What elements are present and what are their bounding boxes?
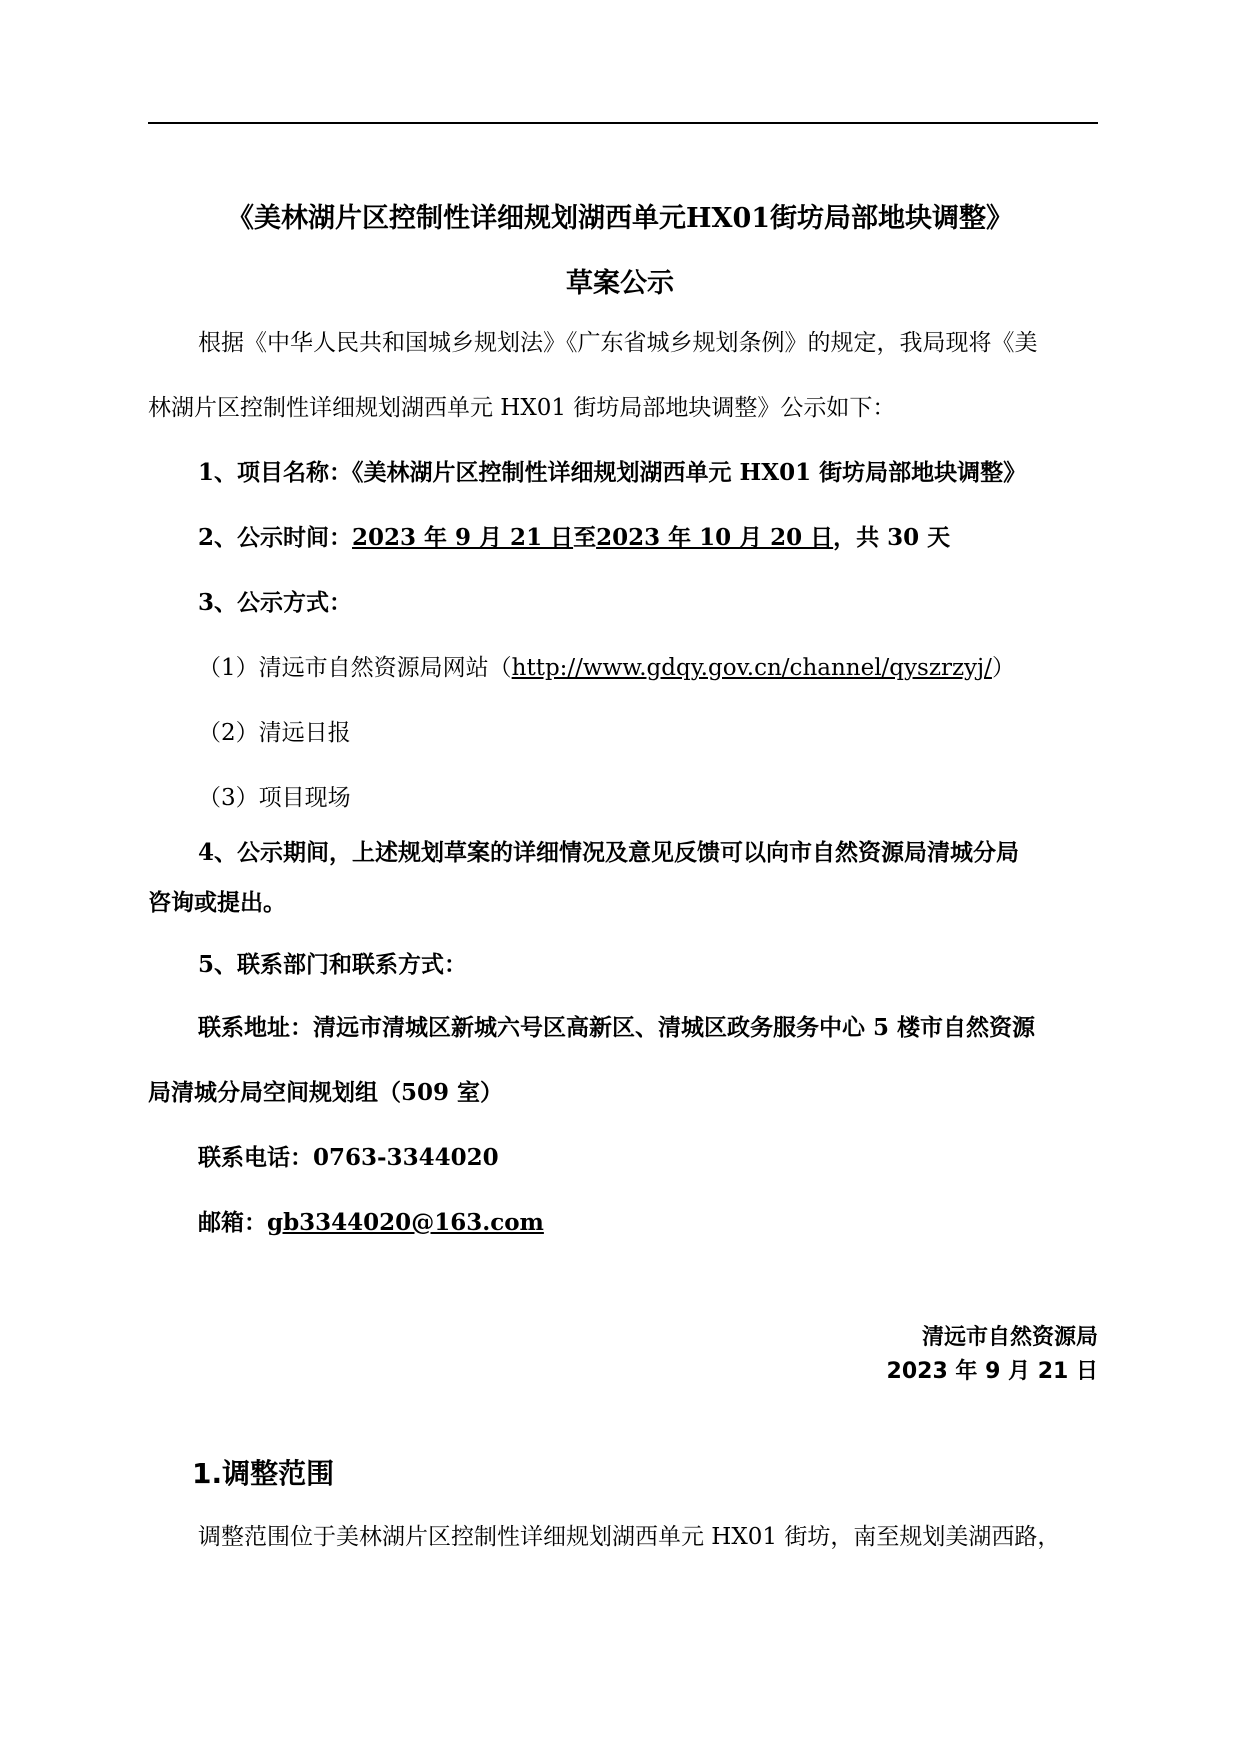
contact-address-line-1: 联系地址：清远市清城区新城六号区高新区、清城区政务服务中心 5 楼市自然资源 xyxy=(198,1014,1036,1041)
intro-line-1: 根据《中华人民共和国城乡规划法》《广东省城乡规划条例》的规定，我局现将《美 xyxy=(198,330,1038,356)
publicity-end-date: 2023 年 10 月 20 日 xyxy=(596,524,834,551)
method-newspaper: （2）清远日报 xyxy=(198,720,351,746)
method-website-label: （1）清远市自然资源局网站（ xyxy=(198,655,512,681)
publicity-duration: ，共 30 天 xyxy=(833,524,951,551)
notice-title: 《美林湖片区控制性详细规划湖西单元HX01街坊局部地块调整》 xyxy=(226,203,1014,234)
notice-subtitle: 草案公示 xyxy=(566,268,674,299)
section-heading: 1.调整范围 xyxy=(192,1457,335,1490)
contact-phone: 联系电话：0763-3344020 xyxy=(198,1144,499,1171)
method-onsite: （3）项目现场 xyxy=(198,785,351,811)
item-publicity-time xyxy=(198,523,950,553)
publicity-start-date: 2023 年 9 月 21 日 xyxy=(352,524,574,551)
item-feedback-line-1: 4、公示期间，上述规划草案的详细情况及意见反馈可以向市自然资源局清城分局 xyxy=(198,839,1020,866)
publicity-time-label: 2、公示时间： xyxy=(198,524,353,551)
item-publicity-method: 3、公示方式： xyxy=(198,589,353,616)
method-website-close: ） xyxy=(991,655,1015,681)
item-contact: 5、联系部门和联系方式： xyxy=(198,951,468,978)
header-rule xyxy=(148,122,1098,124)
signature-org: 清远市自然资源局 xyxy=(921,1325,1098,1350)
signature-date: 2023 年 9 月 21 日 xyxy=(886,1359,1098,1384)
publicity-to: 至 xyxy=(573,524,597,551)
contact-address-line-2: 局清城分局空间规划组（509 室） xyxy=(148,1079,504,1106)
contact-email-row xyxy=(198,1208,544,1238)
website-link[interactable]: http://www.gdqy.gov.cn/channel/qyszrzyj/ xyxy=(511,655,992,681)
email-label: 邮箱： xyxy=(198,1209,267,1236)
section-paragraph: 调整范围位于美林湖片区控制性详细规划湖西单元 HX01 街坊，南至规划美湖西路， xyxy=(198,1524,1061,1550)
method-website xyxy=(198,653,1015,683)
item-feedback-line-2: 咨询或提出。 xyxy=(148,889,286,916)
intro-line-2: 林湖片区控制性详细规划湖西单元 HX01 街坊局部地块调整》公示如下： xyxy=(148,395,896,421)
email-link[interactable]: gb3344020@163.com xyxy=(267,1209,544,1236)
item-project-name: 1、项目名称：《美林湖片区控制性详细规划湖西单元 HX01 街坊局部地块调整》 xyxy=(198,459,1027,486)
